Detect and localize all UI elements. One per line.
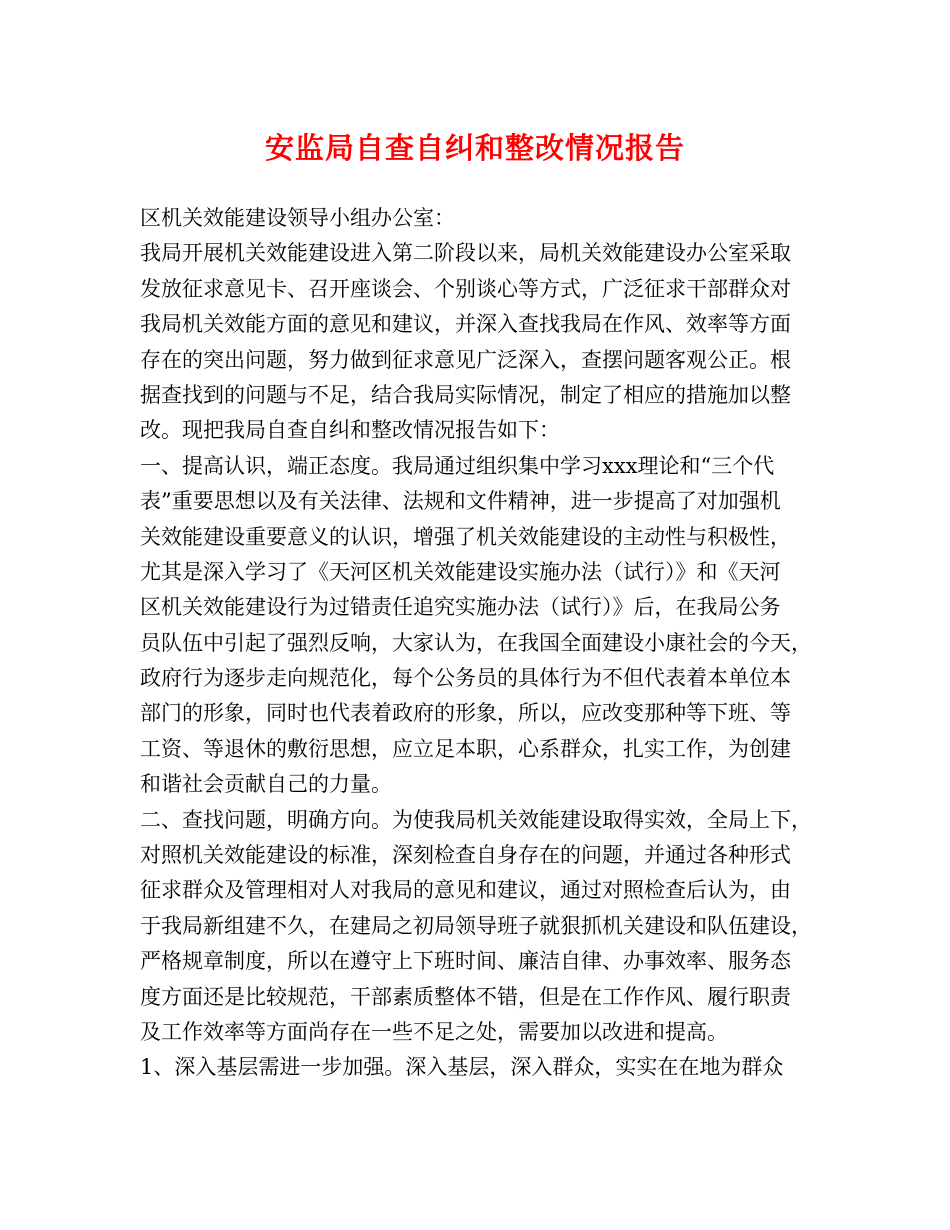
body-line: 尤其是深入学习了《天河区机关效能建设实施办法（试行）》和《天河 <box>140 559 781 584</box>
body-line: 一、提高认识，端正态度。我局通过组织集中学习xxx理论和“三个代 <box>140 453 775 478</box>
body-line: 于我局新组建不久，在建局之初局领导班子就狠抓机关建设和队伍建设， <box>140 913 812 938</box>
document-title: 安监局自查自纠和整改情况报告 <box>264 131 685 165</box>
document-body <box>140 201 830 1086</box>
body-line: 我局机关效能方面的意见和建议，并深入查找我局在作风、效率等方面 <box>140 312 791 337</box>
body-line: 我局开展机关效能建设进入第二阶段以来，局机关效能建设办公室采取 <box>140 241 791 266</box>
body-line: 1、深入基层需进一步加强。深入基层，深入群众，实实在在地为群众 <box>140 1055 784 1080</box>
body-line: 度方面还是比较规范，干部素质整体不错，但是在工作作风、履行职责 <box>140 984 791 1009</box>
body-line: 区机关效能建设行为过错责任追究实施办法（试行）》后，在我局公务 <box>140 595 781 620</box>
body-line: 表”重要思想以及有关法律、法规和文件精神，进一步提高了对加强机 <box>140 489 781 514</box>
body-line: 据查找到的问题与不足，结合我局实际情况，制定了相应的措施加以整 <box>140 382 791 407</box>
body-line: 关效能建设重要意义的认识，增强了机关效能建设的主动性与积极性， <box>140 524 791 549</box>
body-line: 二、查找问题，明确方向。为使我局机关效能建设取得实效，全局上下， <box>140 807 812 832</box>
body-line: 存在的突出问题，努力做到征求意见广泛深入，查摆问题客观公正。根 <box>140 347 791 372</box>
body-line: 政府行为逐步走向规范化，每个公务员的具体行为不但代表着本单位本 <box>140 666 791 691</box>
body-line: 部门的形象，同时也代表着政府的形象，所以，应改变那种等下班、等 <box>140 701 791 726</box>
body-line: 及工作效率等方面尚存在一些不足之处，需要加以改进和提高。 <box>140 1019 728 1044</box>
body-line: 对照机关效能建设的标准，深刻检查自身存在的问题，并通过各种形式 <box>140 843 791 868</box>
body-line: 区机关效能建设领导小组办公室： <box>140 206 455 230</box>
body-line: 和谐社会贡献自己的力量。 <box>140 772 392 797</box>
body-line: 工资、等退休的敷衍思想，应立足本职，心系群众，扎实工作，为创建 <box>140 736 791 761</box>
body-line: 改。现把我局自查自纠和整改情况报告如下： <box>140 418 560 443</box>
body-line: 征求群众及管理相对人对我局的意见和建议，通过对照检查后认为，由 <box>140 878 791 903</box>
body-line: 员队伍中引起了强烈反响，大家认为，在我国全面建设小康社会的今天， <box>140 630 812 655</box>
body-line: 严格规章制度，所以在遵守上下班时间、廉洁自律、办事效率、服务态 <box>140 949 791 974</box>
body-line: 发放征求意见卡、召开座谈会、个别谈心等方式，广泛征求干部群众对 <box>140 276 791 301</box>
